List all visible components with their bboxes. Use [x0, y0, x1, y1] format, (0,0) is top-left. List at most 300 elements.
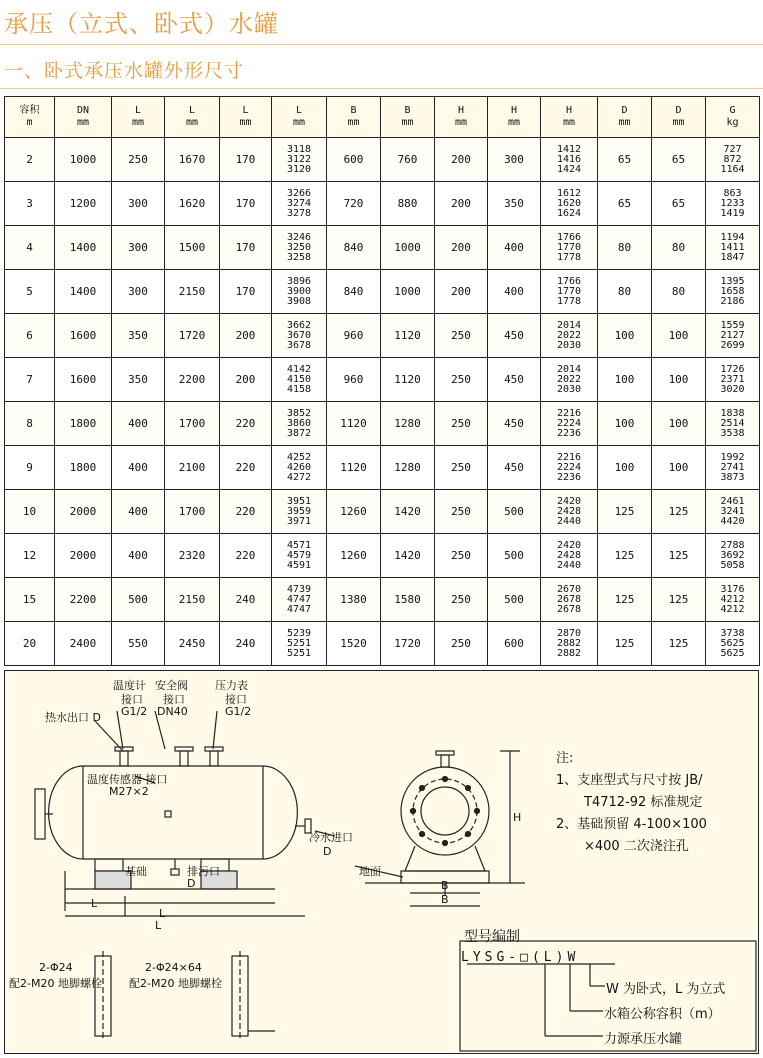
table-cell — [706, 226, 760, 270]
label-thermometer: 温度计 — [113, 679, 146, 692]
table-cell: 880 — [381, 182, 435, 226]
header-cell — [220, 97, 272, 138]
table-cell — [706, 490, 760, 534]
table-cell — [272, 182, 327, 226]
table-cell: 80 — [652, 226, 706, 270]
cell-value: 1395 — [720, 275, 745, 287]
table-cell: 2100 — [165, 446, 220, 490]
table-cell: 250 — [435, 490, 488, 534]
table-cell: 125 — [652, 622, 706, 666]
header-unit: mm — [131, 117, 145, 128]
label-thermometer-port: 接口 — [121, 693, 143, 706]
table-cell: 1800 — [55, 402, 112, 446]
cell-value: 5058 — [720, 559, 745, 571]
table-cell: 1600 — [55, 314, 112, 358]
cell-value: 2014 — [556, 363, 582, 375]
table-cell: 250 — [435, 622, 488, 666]
cell-value: 863 — [723, 187, 742, 199]
table-cell — [541, 578, 598, 622]
model-code-title: 型号编制 — [464, 929, 520, 945]
subtitle-divider — [0, 88, 763, 89]
header-unit: mm — [76, 117, 90, 128]
header-unit: mm — [454, 117, 468, 128]
cell-value: 4272 — [286, 471, 312, 483]
table-cell: 80 — [652, 270, 706, 314]
table-cell: 500 — [488, 578, 541, 622]
table-cell: 760 — [381, 138, 435, 182]
table-cell: 125 — [652, 534, 706, 578]
table-cell — [706, 314, 760, 358]
table-cell: 250 — [435, 358, 488, 402]
table-cell — [706, 358, 760, 402]
table-cell: 1420 — [381, 490, 435, 534]
page-title: 承压（立式、卧式）水罐 — [4, 10, 279, 38]
cell-value: 3122 — [286, 153, 312, 165]
table-cell — [541, 358, 598, 402]
table-cell — [272, 314, 327, 358]
cell-value: 1770 — [556, 285, 582, 297]
header-unit: mm — [292, 117, 306, 128]
table-cell: 125 — [598, 622, 652, 666]
cell-value: 3951 — [286, 495, 312, 507]
table-cell: 840 — [327, 270, 381, 314]
cell-value: 2022 — [556, 373, 582, 385]
table-cell: 4 — [5, 226, 55, 270]
table-cell: 2150 — [165, 270, 220, 314]
table-cell: 1120 — [327, 446, 381, 490]
cell-value: 2127 — [720, 329, 745, 341]
label-l1: L — [91, 897, 98, 910]
cell-value: 2030 — [556, 339, 582, 351]
table-cell: 125 — [598, 534, 652, 578]
notes-block — [556, 748, 707, 858]
label-cold-inlet-d: D — [323, 845, 332, 858]
cell-value: 1416 — [556, 153, 582, 165]
table-cell: 600 — [488, 622, 541, 666]
cell-value: 1838 — [720, 407, 745, 419]
table-cell: 100 — [598, 402, 652, 446]
table-cell: 20 — [5, 622, 55, 666]
cell-value: 3670 — [286, 329, 312, 341]
cell-value: 4420 — [720, 515, 745, 527]
table-cell: 200 — [435, 270, 488, 314]
table-cell — [541, 314, 598, 358]
cell-value: 1424 — [556, 163, 582, 175]
cell-value: 1412 — [556, 143, 582, 155]
model-item-type: W 为卧式，L 为立式 — [606, 982, 726, 997]
table-cell: 1720 — [381, 622, 435, 666]
table-cell: 960 — [327, 358, 381, 402]
cell-value: 1726 — [720, 363, 745, 375]
cell-value: 4142 — [286, 363, 312, 375]
table-cell: 1280 — [381, 446, 435, 490]
table-cell: 1120 — [381, 314, 435, 358]
table-cell: 100 — [652, 402, 706, 446]
cell-value: 4579 — [286, 549, 312, 561]
label-drain-d: D — [187, 877, 196, 890]
cell-value: 4591 — [286, 559, 312, 571]
cell-value: 1847 — [720, 251, 745, 263]
model-code: LYSG-□(L)W — [461, 950, 580, 965]
table-cell — [541, 226, 598, 270]
table-cell — [272, 358, 327, 402]
header-name: L — [295, 105, 303, 116]
drawing-lines — [5, 671, 760, 1055]
cell-value: 1411 — [720, 241, 745, 253]
cell-value: 2236 — [556, 471, 582, 483]
table-cell — [272, 446, 327, 490]
label-ground: 地面 — [359, 865, 381, 878]
cell-value: 1766 — [556, 275, 582, 287]
header-unit: mm — [672, 117, 685, 128]
table-cell: 350 — [112, 314, 165, 358]
table-cell: 300 — [112, 182, 165, 226]
header-name: H — [510, 105, 518, 116]
table-cell: 400 — [488, 226, 541, 270]
table-cell: 1700 — [165, 402, 220, 446]
cell-value: 3900 — [286, 285, 312, 297]
cell-value: 2224 — [556, 417, 582, 429]
table-cell: 125 — [652, 490, 706, 534]
table-cell: 1400 — [55, 226, 112, 270]
header-unit: mm — [618, 117, 631, 128]
title-divider — [0, 44, 763, 45]
table-row — [5, 182, 760, 226]
table-cell: 5 — [5, 270, 55, 314]
cell-value: 2678 — [556, 593, 582, 605]
table-cell: 300 — [112, 270, 165, 314]
table-row — [5, 446, 760, 490]
cell-value: 3908 — [286, 295, 312, 307]
table-cell — [272, 226, 327, 270]
header-cell — [541, 97, 598, 138]
table-cell: 720 — [327, 182, 381, 226]
cell-value: 1194 — [720, 231, 745, 243]
cell-value: 3738 — [720, 627, 745, 639]
label-bolt-b-2: 配2-M20 地脚螺栓 — [129, 977, 222, 990]
label-l2: L — [159, 907, 166, 920]
label-safety-port: 接口 — [163, 693, 185, 706]
cell-value: 5625 — [720, 637, 745, 649]
header-name: H — [565, 105, 573, 116]
header-unit: kg — [726, 117, 739, 128]
table-row — [5, 578, 760, 622]
table-cell: 7 — [5, 358, 55, 402]
table-cell: 1260 — [327, 490, 381, 534]
header-name: L — [242, 105, 249, 116]
table-cell: 1720 — [165, 314, 220, 358]
cell-value: 2678 — [556, 603, 582, 615]
table-row — [5, 226, 760, 270]
table-cell: 250 — [435, 402, 488, 446]
table-cell — [541, 402, 598, 446]
table-cell — [541, 446, 598, 490]
cell-value: 3538 — [720, 427, 745, 439]
table-cell: 100 — [652, 358, 706, 402]
table-cell: 2200 — [165, 358, 220, 402]
label-b2: B — [441, 893, 449, 906]
table-cell: 80 — [598, 270, 652, 314]
cell-value: 2440 — [556, 559, 582, 571]
cell-value: 2022 — [556, 329, 582, 341]
table-cell: 6 — [5, 314, 55, 358]
table-cell: 450 — [488, 314, 541, 358]
table-cell: 220 — [220, 446, 272, 490]
table-cell — [541, 534, 598, 578]
label-pressure-gauge: 压力表 — [215, 679, 248, 692]
label-bolt-a-2: 配2-M20 地脚螺栓 — [9, 977, 102, 990]
cell-value: 4747 — [286, 603, 312, 615]
label-bolt-a-1: 2-Φ24 — [39, 961, 73, 974]
header-unit: mm — [239, 117, 252, 128]
table-row — [5, 314, 760, 358]
cell-value: 1770 — [556, 241, 582, 253]
cell-value: 1992 — [720, 451, 745, 463]
cell-value: 727 — [723, 143, 742, 155]
table-cell: 2320 — [165, 534, 220, 578]
table-cell: 10 — [5, 490, 55, 534]
header-name: D — [621, 105, 628, 116]
table-cell — [541, 622, 598, 666]
header-cell — [165, 97, 220, 138]
dimension-table — [4, 96, 760, 666]
table-cell: 15 — [5, 578, 55, 622]
table-cell: 8 — [5, 402, 55, 446]
header-unit: mm — [562, 117, 576, 128]
cell-value: 2741 — [720, 461, 745, 473]
table-cell: 1500 — [165, 226, 220, 270]
cell-value: 1778 — [556, 295, 582, 307]
table-cell: 400 — [112, 446, 165, 490]
header-cell — [381, 97, 435, 138]
table-cell: 65 — [652, 138, 706, 182]
cell-value: 3241 — [720, 505, 745, 517]
table-cell — [272, 534, 327, 578]
table-row — [5, 534, 760, 578]
table-cell: 170 — [220, 182, 272, 226]
header-cell — [435, 97, 488, 138]
table-cell: 1000 — [381, 226, 435, 270]
table-cell: 2000 — [55, 534, 112, 578]
table-cell — [272, 402, 327, 446]
note-1a: 1、支座型式与尺寸按 JB/ — [556, 773, 703, 788]
table-cell — [706, 402, 760, 446]
cell-value: 2216 — [556, 451, 582, 463]
cell-value: 1620 — [556, 197, 582, 209]
table-cell: 250 — [435, 578, 488, 622]
label-pressure-size: G1/2 — [225, 705, 252, 718]
table-cell: 65 — [652, 182, 706, 226]
table-cell: 1120 — [327, 402, 381, 446]
table-cell: 3 — [5, 182, 55, 226]
table-cell: 1380 — [327, 578, 381, 622]
table-cell: 170 — [220, 270, 272, 314]
cell-value: 2428 — [556, 549, 582, 561]
cell-value: 2420 — [556, 495, 582, 507]
label-l: L — [155, 919, 162, 932]
cell-value: 5251 — [286, 647, 312, 659]
cell-value: 1233 — [720, 197, 745, 209]
cell-value: 2236 — [556, 427, 582, 439]
cell-value: 2870 — [556, 627, 582, 639]
table-cell: 960 — [327, 314, 381, 358]
table-cell — [541, 182, 598, 226]
cell-value: 2882 — [556, 637, 582, 649]
cell-value: 3278 — [286, 207, 312, 219]
label-thermometer-size: G1/2 — [121, 705, 148, 718]
cell-value: 4212 — [720, 593, 745, 605]
cell-value: 1419 — [720, 207, 745, 219]
table-row — [5, 358, 760, 402]
cell-value: 1778 — [556, 251, 582, 263]
header-name: L — [188, 105, 196, 116]
table-cell: 200 — [435, 138, 488, 182]
table-cell: 450 — [488, 402, 541, 446]
cell-value: 3873 — [720, 471, 745, 483]
label-drain: 排污口 — [187, 865, 220, 878]
header-unit: mm — [507, 117, 521, 128]
cell-value: 3258 — [286, 251, 312, 263]
model-item-brand: 力源承压水罐 — [604, 1032, 683, 1047]
header-cell — [272, 97, 327, 138]
cell-value: 5625 — [720, 647, 745, 659]
cell-value: 4747 — [286, 593, 312, 605]
note-2b: ×400 二次浇注孔 — [584, 839, 689, 854]
cell-value: 2014 — [556, 319, 582, 331]
table-cell — [706, 578, 760, 622]
cell-value: 3250 — [286, 241, 312, 253]
label-b1: B — [441, 879, 449, 892]
header-unit: m — [26, 117, 33, 128]
table-cell: 2150 — [165, 578, 220, 622]
table-cell: 220 — [220, 402, 272, 446]
table-cell — [272, 490, 327, 534]
header-cell — [488, 97, 541, 138]
table-cell: 1620 — [165, 182, 220, 226]
table-cell: 500 — [488, 534, 541, 578]
table-cell: 600 — [327, 138, 381, 182]
header-name: DN — [76, 105, 90, 116]
table-cell: 250 — [435, 534, 488, 578]
table-cell: 200 — [220, 358, 272, 402]
table-cell: 1520 — [327, 622, 381, 666]
table-cell: 250 — [435, 446, 488, 490]
cell-value: 3118 — [286, 143, 312, 155]
cell-value: 3274 — [286, 197, 312, 209]
table-cell: 170 — [220, 226, 272, 270]
cell-value: 3896 — [286, 275, 312, 287]
table-cell: 2200 — [55, 578, 112, 622]
cell-value: 2030 — [556, 383, 582, 395]
table-cell: 450 — [488, 446, 541, 490]
header-name: B — [404, 105, 411, 116]
table-cell: 1700 — [165, 490, 220, 534]
cell-value: 3020 — [720, 383, 745, 395]
label-sensor-size: M27×2 — [109, 785, 149, 798]
table-cell: 125 — [652, 578, 706, 622]
label-pressure-port: 接口 — [225, 693, 247, 706]
label-bolt-b-1: 2-Φ24×64 — [145, 961, 202, 974]
cell-value: 3678 — [286, 339, 312, 351]
table-cell — [706, 622, 760, 666]
table-cell: 2400 — [55, 622, 112, 666]
cell-value: 2224 — [556, 461, 582, 473]
table-cell: 170 — [220, 138, 272, 182]
header-name: L — [134, 105, 142, 116]
table-cell: 80 — [598, 226, 652, 270]
table-cell: 240 — [220, 622, 272, 666]
header-cell — [55, 97, 112, 138]
table-cell: 250 — [112, 138, 165, 182]
header-name: B — [350, 105, 357, 116]
cell-value: 1658 — [720, 285, 745, 297]
label-base: 基础 — [125, 865, 147, 878]
table-cell: 1200 — [55, 182, 112, 226]
table-cell: 300 — [112, 226, 165, 270]
cell-value: 3266 — [286, 187, 312, 199]
table-cell — [706, 534, 760, 578]
table-cell — [272, 270, 327, 314]
cell-value: 4571 — [286, 539, 312, 551]
table-cell: 100 — [652, 446, 706, 490]
table-cell: 200 — [435, 182, 488, 226]
table-cell: 220 — [220, 534, 272, 578]
cell-value: 2670 — [556, 583, 582, 595]
table-cell: 1420 — [381, 534, 435, 578]
table-cell: 1000 — [381, 270, 435, 314]
table-cell: 300 — [488, 138, 541, 182]
table-row — [5, 490, 760, 534]
table-cell: 1280 — [381, 402, 435, 446]
cell-value: 3692 — [720, 549, 745, 561]
table-cell — [272, 138, 327, 182]
table-cell: 125 — [598, 490, 652, 534]
table-cell — [706, 446, 760, 490]
model-item-volume: 水箱公称容积（m） — [604, 1007, 721, 1022]
cell-value: 2371 — [720, 373, 745, 385]
cell-value: 2186 — [720, 295, 745, 307]
header-cell — [5, 97, 55, 138]
table-cell — [706, 182, 760, 226]
table-cell — [541, 138, 598, 182]
table-cell: 240 — [220, 578, 272, 622]
cell-value: 1612 — [556, 187, 582, 199]
label-safety-valve: 安全阀 — [155, 679, 188, 692]
table-cell: 350 — [112, 358, 165, 402]
cell-value: 2216 — [556, 407, 582, 419]
table-cell: 400 — [488, 270, 541, 314]
table-cell: 9 — [5, 446, 55, 490]
table-cell: 200 — [220, 314, 272, 358]
table-cell: 840 — [327, 226, 381, 270]
header-unit: mm — [347, 117, 360, 128]
table-cell: 100 — [652, 314, 706, 358]
table-cell: 100 — [598, 358, 652, 402]
table-cell: 350 — [488, 182, 541, 226]
cell-value: 5239 — [286, 627, 312, 639]
cell-value: 4212 — [720, 603, 745, 615]
header-cell — [327, 97, 381, 138]
cell-value: 1766 — [556, 231, 582, 243]
cell-value: 3246 — [286, 231, 312, 243]
cell-value: 4158 — [286, 383, 312, 395]
table-cell: 65 — [598, 182, 652, 226]
table-cell — [541, 490, 598, 534]
table-cell: 125 — [598, 578, 652, 622]
cell-value: 2461 — [720, 495, 745, 507]
cell-value: 2788 — [720, 539, 745, 551]
table-cell: 400 — [112, 534, 165, 578]
